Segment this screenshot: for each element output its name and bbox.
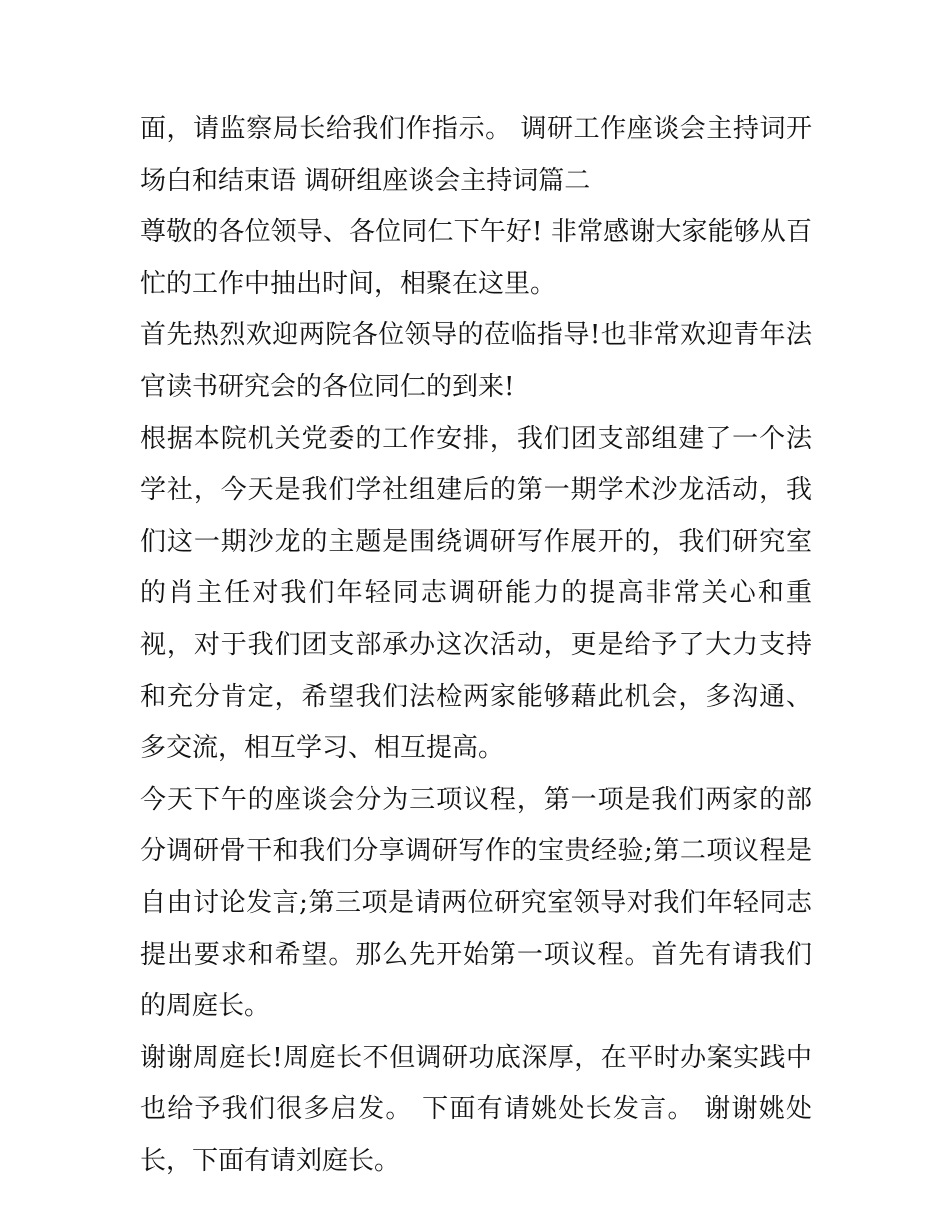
paragraph-4: 根据本院机关党委的工作安排，我们团支部组建了一个法学社，今天是我们学社组建后的第一期学术沙龙活动，我们这一期沙龙的主题是围绕调研写作展开的，我们研究室的肖主任对我们年轻同志调研能力的提高非常关心和重视，对于我们团支部承办这次活动，更是给予了大力支持和充分肯定，希望我们法检两家能够藉此机会，多沟通、多交流，相互学习、相互提高。 [140,423,812,764]
paragraph-3: 首先热烈欢迎两院各位领导的莅临指导!也非常欢迎青年法官读书研究会的各位同仁的到来! [140,320,812,402]
paragraph-2: 尊敬的各位领导、各位同仁下午好! 非常感谢大家能够从百忙的工作中抽出时间，相聚在这里。 [140,217,812,299]
document-body [140,104,812,1187]
paragraph-1: 面，请监察局长给我们作指示。 调研工作座谈会主持词开场白和结束语 调研组座谈会主持词篇二 [140,114,812,196]
paragraph-6: 谢谢周庭长!周庭长不但调研功底深厚，在平时办案实践中也给予我们很多启发。 下面有请姚处长发言。 谢谢姚处长，下面有请刘庭长。 [140,1042,812,1176]
paragraph-5: 今天下午的座谈会分为三项议程，第一项是我们两家的部分调研骨干和我们分享调研写作的宝贵经验;第二项议程是自由讨论发言;第三项是请两位研究室领导对我们年轻同志提出要求和希望。那么先开始第一项议程。首先有请我们的周庭长。 [140,784,812,1022]
